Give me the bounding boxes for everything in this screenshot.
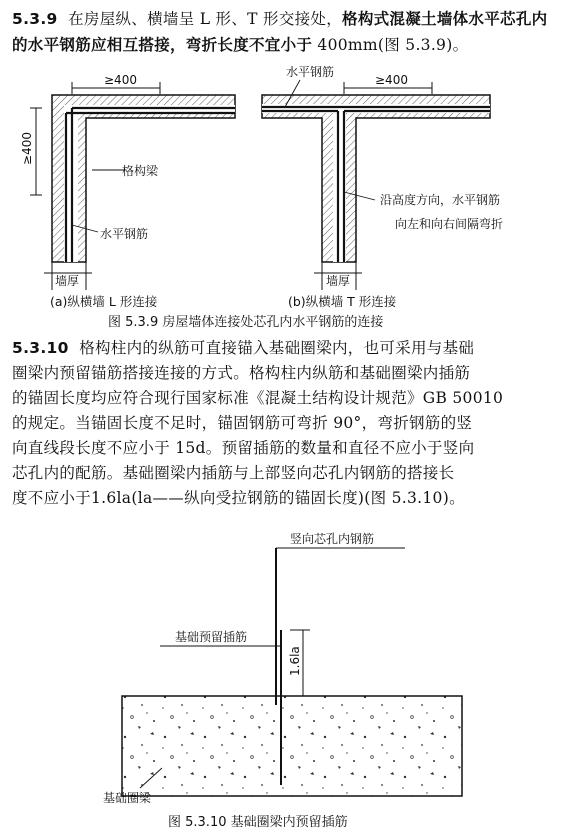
dim-side-a: ≥400 xyxy=(20,132,34,165)
line-5: 向直线段长度不应小于 15d。预留插筋的数量和直径不应小于竖向 xyxy=(12,439,475,457)
wall-thickness-b: 墙厚 xyxy=(326,274,351,288)
subcaption-b: (b)纵横墙 T 形连接 xyxy=(288,294,397,309)
label-dowel: 基础预留插筋 xyxy=(175,630,248,644)
section-tail: 400mm(图 5.3.9)。 xyxy=(312,36,469,54)
l-wall-drawing xyxy=(20,73,235,309)
caption-5-3-10: 图 5.3.10 基础圈梁内预留插筋 xyxy=(168,815,348,830)
section-lead: 在房屋纵、横墙呈 L 形、T 形交接处， xyxy=(68,10,343,28)
label-rebar-b: 水平钢筋 xyxy=(286,65,335,79)
section-bold: 格构式混凝土墙体水平芯孔内的水平钢筋应相互搭接，弯折长度不宜小于 xyxy=(12,9,548,54)
label-rebar-a: 水平钢筋 xyxy=(100,227,149,241)
line-2: 圈梁内预留锚筋搭接连接的方式。格构柱内纵筋和基础圈梁内插筋 xyxy=(12,364,471,382)
wall-thickness-a: 墙厚 xyxy=(55,274,80,288)
caption-5-3-9: 图 5.3.9 房屋墙体连接处芯孔内水平钢筋的连接 xyxy=(108,315,384,330)
line-3: 的锚固长度均应符合现行国家标准《混凝土结构设计规范》GB 50010 xyxy=(12,389,504,407)
dim-top-a: ≥400 xyxy=(104,73,137,87)
label-vertical-rebar: 竖向芯孔内钢筋 xyxy=(290,532,375,546)
section-number: 5.3.9 xyxy=(12,10,58,28)
line-4: 的规定。当锚固长度不足时，锚固钢筋可弯折 90°，弯折钢筋的竖 xyxy=(12,414,473,432)
label-beam-a: 格构梁 xyxy=(122,164,159,178)
note-b-line2: 向左和向右间隔弯折 xyxy=(395,217,504,231)
foundation-drawing xyxy=(103,531,462,805)
line-6: 芯孔内的配筋。基础圈梁内插筋与上部竖向芯孔内钢筋的搭接长 xyxy=(12,464,455,482)
dim-top-b: ≥400 xyxy=(375,73,408,87)
line-1 xyxy=(12,336,560,361)
line-1-text: 格构柱内的纵筋可直接锚入基础圈梁内，也可采用与基础 xyxy=(79,339,475,357)
note-b-line1: 沿高度方向，水平钢筋 xyxy=(380,193,501,207)
subcaption-a: (a)纵横墙 L 形连接 xyxy=(50,294,158,309)
section-5-3-10 xyxy=(12,336,560,511)
figure-5-3-9 xyxy=(0,0,569,330)
line-7: 度不应小于1.6la(la——纵向受拉钢筋的锚固长度)(图 5.3.10)。 xyxy=(12,489,465,507)
label-foundation-beam: 基础圈梁 xyxy=(103,791,152,805)
section-number: 5.3.10 xyxy=(12,339,69,357)
figure-5-3-10 xyxy=(0,530,569,832)
dim-lap: 1.6la xyxy=(288,646,302,676)
t-wall-drawing xyxy=(262,64,503,309)
